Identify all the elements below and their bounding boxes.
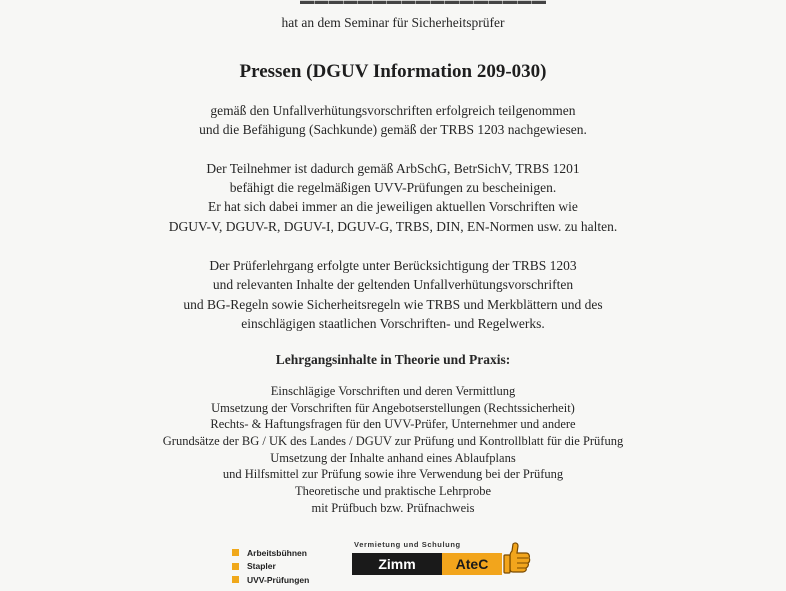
contents-item-6: und Hilfsmittel zur Prüfung sowie ihre Verwendung bei der Prüfung bbox=[222, 467, 564, 481]
contents-heading: Lehrgangsinhalte in Theorie und Praxis: bbox=[275, 352, 511, 367]
contents-item-7: Theoretische und praktische Lehrprobe bbox=[294, 484, 492, 498]
thumbs-up-icon bbox=[502, 540, 532, 580]
contents-item-8: mit Prüfbuch bzw. Prüfnachweis bbox=[311, 501, 475, 515]
para3-line-1: Der Prüferlehrgang erfolgte unter Berücksichtigung der TRBS 1203 bbox=[209, 258, 577, 273]
square-bullet-icon bbox=[232, 563, 239, 570]
contents-item-5: Umsetzung der Inhalte anhand eines Ablaufplans bbox=[270, 451, 516, 465]
para3-line-3: und BG-Regeln sowie Sicherheitsregeln wie TRBS und Merkblättern und des bbox=[183, 297, 603, 312]
intro-line: hat an dem Seminar für Sicherheitsprüfer bbox=[281, 15, 505, 30]
service-label: Arbeitsbühnen bbox=[247, 547, 307, 558]
square-bullet-icon bbox=[232, 549, 239, 556]
contents-item-2: Umsetzung der Vorschriften für Angebotserstellungen (Rechtssicherheit) bbox=[211, 401, 575, 415]
para2-line-1: Der Teilnehmer ist dadurch gemäß ArbSchG, BetrSichV, TRBS 1201 bbox=[206, 161, 580, 176]
service-item bbox=[232, 573, 309, 587]
para3-line-4: einschlägigen staatlichen Vorschriften- und Regelwerks. bbox=[241, 316, 545, 331]
services-list bbox=[232, 546, 309, 587]
company-logo bbox=[352, 538, 532, 582]
logo-tagline: Vermietung und Schulung bbox=[354, 540, 461, 549]
service-label: UVV-Prüfungen bbox=[247, 574, 310, 585]
para3-line-2: und relevanten Inhalte der geltenden Unfallverhütungsvorschriften bbox=[212, 277, 574, 292]
contents-item-3: Rechts- & Haftungsfragen für den UVV-Prüfer, Unternehmer und andere bbox=[210, 417, 576, 431]
para1-line-1: gemäß den Unfallverhütungsvorschriften erfolgreich teilgenommen bbox=[210, 103, 576, 118]
service-item bbox=[232, 546, 309, 560]
contents-item-1: Einschlägige Vorschriften und deren Vermittlung bbox=[270, 384, 516, 398]
logo-right-text: AteC bbox=[442, 553, 502, 575]
para1-line-2: und die Befähigung (Sachkunde) gemäß der TRBS 1203 nachgewiesen. bbox=[199, 122, 587, 137]
cropped-top-line bbox=[300, 0, 550, 4]
para2-line-4: DGUV-V, DGUV-R, DGUV-I, DGUV-G, TRBS, DIN, EN-Normen usw. zu halten. bbox=[168, 219, 618, 234]
contents-item-4: Grundsätze der BG / UK des Landes / DGUV zur Prüfung und Kontrollblatt für die Prüfung bbox=[162, 434, 624, 448]
logo-left-text: Zimm bbox=[352, 553, 442, 575]
square-bullet-icon bbox=[232, 576, 239, 583]
logo-wordmark bbox=[352, 553, 502, 575]
para2-line-3: Er hat sich dabei immer an die jeweiligen aktuellen Vorschriften wie bbox=[208, 199, 578, 214]
service-label: Stapler bbox=[247, 561, 276, 572]
para2-line-2: befähigt die regelmäßigen UVV-Prüfungen zu bescheinigen. bbox=[229, 180, 557, 195]
service-item bbox=[232, 560, 309, 574]
certificate-title: Pressen (DGUV Information 209-030) bbox=[239, 61, 547, 82]
